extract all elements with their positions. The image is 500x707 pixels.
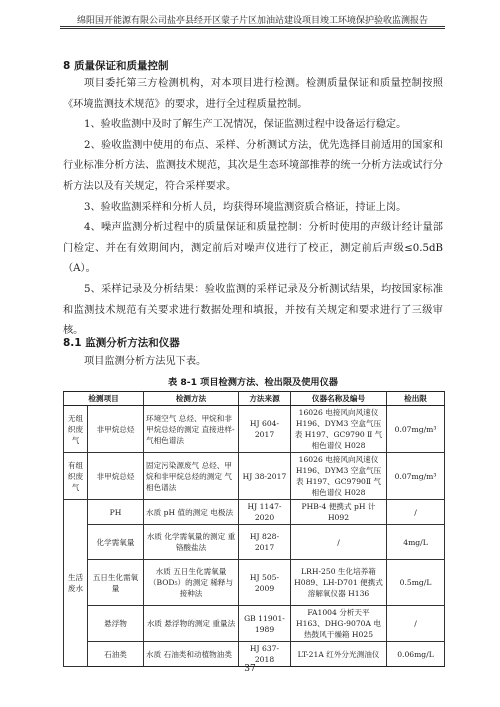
page-header: 绵阳国开能源有限公司盐亭县经开区蒙子片区加油站建设项目竣工环境保护验收监测报告 xyxy=(76,16,428,26)
instrument-cell: 16026 电接风向风速仪 H196、DYM3 空盒气压表 H197、GC9790Ⅱ 气相色谱仪 H028 xyxy=(291,453,387,500)
method-cell: 固定污染源废气 总烃、甲烷和非甲烷总烃的测定 气相色谱法 xyxy=(144,453,239,500)
group-cell: 无组织废气 xyxy=(64,406,88,453)
instrument-cell: / xyxy=(291,525,387,560)
page-number: 37 xyxy=(244,664,256,674)
header-rule xyxy=(60,26,445,29)
method-cell: 环境空气 总烃、甲烷和非甲烷总烃的测定 直接进样-气相色谱法 xyxy=(144,406,239,453)
instrument-cell: FA1004 分析天平 H163、DHG-9070A 电热鼓风干燥箱 H025 xyxy=(291,606,387,642)
method-cell: 水质 石油类和动植物油类 xyxy=(144,642,239,667)
limit-cell: 4mg/L xyxy=(387,525,445,560)
source-cell: HJ 604-2017 xyxy=(239,406,291,453)
item-cell: PH xyxy=(88,500,144,525)
instrument-cell: LT-21A 红外分光测油仪 xyxy=(291,642,387,667)
limit-cell: / xyxy=(387,606,445,642)
item-cell: 非甲烷总烃 xyxy=(88,406,144,453)
section-8-heading: 8 质量保证和质量控制 xyxy=(63,60,169,72)
table-row xyxy=(64,453,445,500)
methods-table xyxy=(63,391,445,667)
source-cell: HJ 38-2017 xyxy=(239,453,291,500)
instrument-cell: LRH-250 生化培养箱 H089、LH-D701 便携式溶解氧仪器 H136 xyxy=(291,560,387,606)
table-row xyxy=(64,406,445,453)
table-row xyxy=(64,560,445,606)
table-header-row xyxy=(64,392,445,406)
paragraph: 2、验收监测中使用的布点、采样、分析测试方法，优先选择目前适用的国家和行业标准分析方法、监测技术规范，其次是生态环境部推荐的统一分析方法或试行分析方法以及有关规定，符合采样要求。 xyxy=(63,139,443,192)
source-cell: HJ 505-2009 xyxy=(239,560,291,606)
column-header: 仪器名称及编号 xyxy=(291,392,387,406)
source-cell: HJ 1147-2020 xyxy=(239,500,291,525)
table-row xyxy=(64,642,445,667)
method-cell: 水质 悬浮物的测定 重量法 xyxy=(144,606,239,642)
source-cell: GB 11901-1989 xyxy=(239,606,291,642)
section-8-1-heading: 8.1 监测分析方法和仪器 xyxy=(63,337,180,349)
group-cell: 有组织废气 xyxy=(64,453,88,500)
method-cell: 水质 pH 值的测定 电极法 xyxy=(144,500,239,525)
limit-cell: / xyxy=(387,500,445,525)
method-cell: 水质 五日生化需氧量（BOD₅）的测定 稀释与接种法 xyxy=(144,560,239,606)
column-header: 检测方法 xyxy=(144,392,239,406)
column-header: 检测项目 xyxy=(64,392,144,406)
limit-cell: 0.07mg/m³ xyxy=(387,453,445,500)
table-caption: 表 8-1 项目检测方法、检出限及使用仪器 xyxy=(168,377,338,388)
section-8-body xyxy=(63,74,443,342)
paragraph: 3、验收监测采样和分析人员，均获得环境监测资质合格证，持证上岗。 xyxy=(84,201,407,213)
item-cell: 悬浮物 xyxy=(88,606,144,642)
limit-cell: 0.07mg/m³ xyxy=(387,406,445,453)
paragraph: 5、采样记录及分析结果：验收监测的采样记录及分析测试结果，均按国家标准和监测技术规范有关要求进行数据处理和填报，并按有关规定和要求进行了三级审核。 xyxy=(63,283,443,337)
instrument-cell: 16026 电接风向风速仪 H196、DYM3 空盒气压表 H197、GC9790 Ⅱ 气相色谱仪 H028 xyxy=(291,406,387,453)
instrument-cell: PHB-4 便携式 pH 计 H092 xyxy=(291,500,387,525)
group-cell: 生活废水 xyxy=(64,500,88,667)
item-cell: 五日生化需氧量 xyxy=(88,560,144,606)
column-header: 方法来源 xyxy=(239,392,291,406)
table-row xyxy=(64,606,445,642)
paragraph: 1、验收监测中及时了解生产工况情况，保证监测过程中设备运行稳定。 xyxy=(84,119,407,131)
table-row xyxy=(64,525,445,560)
source-cell: HJ 637-2018 xyxy=(239,642,291,667)
limit-cell: 0.06mg/L xyxy=(387,642,445,667)
item-cell: 石油类 xyxy=(88,642,144,667)
table-row xyxy=(64,500,445,525)
column-header: 检出限 xyxy=(387,392,445,406)
method-cell: 水质 化学需氧量的测定 重铬酸盐法 xyxy=(144,525,239,560)
paragraph: 项目委托第三方检测机构，对本项目进行检测。检测质量保证和质量控制按照《环境监测技术规范》的要求，进行全过程质量控制。 xyxy=(63,78,443,110)
source-cell: HJ 828-2017 xyxy=(239,525,291,560)
item-cell: 化学需氧量 xyxy=(88,525,144,560)
section-8-1-intro: 项目监测分析方法见下表。 xyxy=(84,356,207,367)
limit-cell: 0.5mg/L xyxy=(387,560,445,606)
item-cell: 非甲烷总烃 xyxy=(88,453,144,500)
paragraph: 4、噪声监测分析过程中的质量保证和质量控制：分析时使用的声级计经计量部门检定、并在有效期间内，测定前后对噪声仪进行了校正，测定前后声级≤0.5dB（A）。 xyxy=(63,222,443,275)
